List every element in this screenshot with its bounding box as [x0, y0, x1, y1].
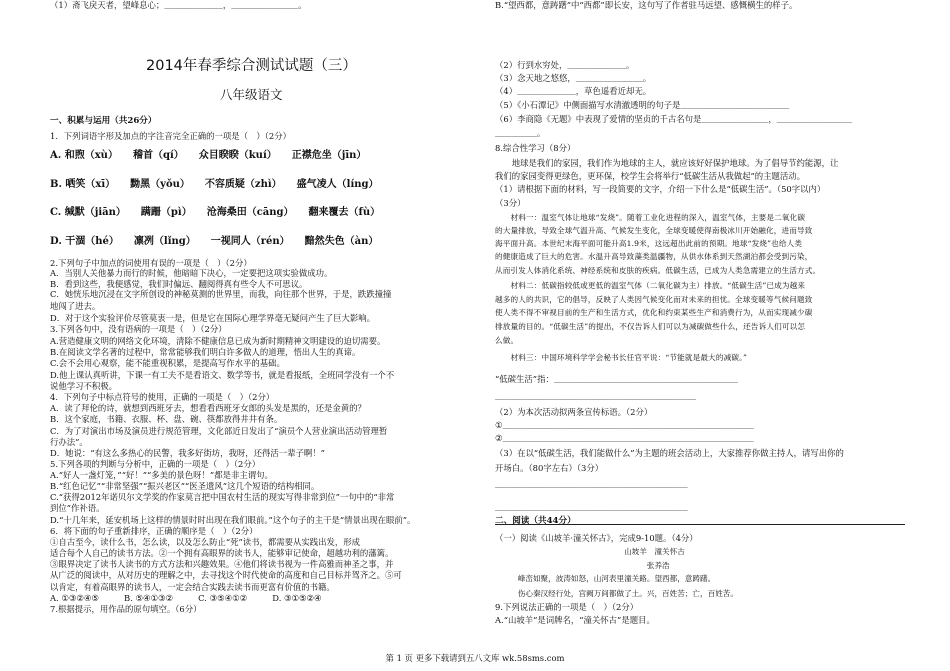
right-line: 的大量排放，导致全球气温升高、气候发生变化，全球变暖使得南极冰川开始融化，进而导致 — [495, 226, 813, 235]
left-line: （1）斋飞戾天者，望峰息心；＿＿＿＿＿＿＿，＿＿＿＿＿＿＿＿。 — [50, 0, 307, 10]
left-line: 从广泛的阅读中，从对历史的理解之中，去寻找这个时代使命的高度和自己目标并驾齐之。⑤可 — [50, 570, 402, 580]
page-footer: 第 1 页 更多下载请到五八文库 wk.58sms.com — [385, 653, 565, 663]
right-line: （6）李商隐《无题》中表现了爱情的坚贞的千古名句是＿＿＿＿＿＿＿＿，＿＿＿＿＿＿＿＿＿ — [495, 114, 853, 124]
section-divider — [495, 524, 905, 525]
right-line: 海平面升高。本世纪末海平面可能升高1.9米，这远超出此前的预期。地球“发烧”也给人类 — [495, 239, 803, 248]
left-line: 地闯了进去。 — [50, 301, 101, 311]
right-line: 排放量的目的。“低碳生活”的提出，不仅告诉人们可以为减碳做些什么，还告诉人们可以怎 — [495, 322, 806, 331]
right-line: 么做。 — [495, 336, 519, 345]
left-line: A. ①③②④⑤ B. ⑤④①③② C. ③⑤④①② D. ③①⑤②④ — [50, 593, 322, 603]
right-line: （3分） — [495, 198, 526, 208]
left-line: B．这个家庭，书籍、衣服、杯、盘、碗、筷都放得井井有条。 — [50, 414, 283, 424]
right-line: 材料一：温室气体让地球“发烧”。随着工业化进程的深入，温室气体，主要是二氧化碳 — [495, 213, 806, 222]
right-line: （一）阅读《山坡羊·潼关怀古》，完成9-10题。（4分） — [495, 533, 698, 543]
right-line: ＿＿＿＿＿＿＿＿＿＿＿＿＿＿＿＿＿＿＿＿＿＿＿ — [495, 502, 688, 512]
page-title: 2014年春季综合测试试题（三） — [146, 58, 357, 74]
left-line: 2.下列句子中加点的词使用有误的一项是（ ）（2分） — [50, 258, 252, 268]
right-line: （2）为本次活动拟两条宣传标语。（2分） — [495, 407, 653, 417]
left-line: A．当别人关他暴力而行的时候，他暗暗下决心，一定要把这项实验做成功。 — [50, 268, 333, 278]
left-line: 说他学习不积极。 — [50, 381, 117, 391]
left-line: D.他上课认真听讲，下课一有工夫不是看语文、数学等书，就是看报纸，全班同学没有一个不 — [50, 370, 395, 380]
left-line: 6．将下面的句子重新排序，正确的顺序是（ ）（2分） — [50, 526, 258, 536]
left-line: 3.下列各句中，没有语病的一项是（ ）（2分） — [50, 324, 227, 334]
left-line: D.“十几年来，延安机场上这样的情景时时出现在我们眼前。”这个句子的主干是“情景出现在眼前”。 — [50, 515, 416, 525]
left-line: 5.下列各项的判断与分析中，正确的一项是（ ）（2分） — [50, 459, 261, 469]
right-line: （3）在以“低碳生活，我们能做什么”为主题的班会活动上，大家推荐你做主持人，请写出你的 — [495, 448, 844, 458]
left-line: B. 哂笑（xī） 黝黑（yǒu） 不容质疑（zhì） 盛气凌人（líng） — [50, 179, 379, 190]
right-line: 材料三：中国环境科学学会秘书长任官平说：“节能就是最大的减碳。” — [495, 353, 748, 362]
left-line: ①自古至今，读什么书，怎么读，以及怎么防止“死”读书，都需要从实践出发，形成 — [50, 537, 361, 547]
right-line: ②＿＿＿＿＿＿＿＿＿＿＿＿＿＿＿＿＿＿＿＿＿＿＿＿＿＿＿＿＿＿ — [495, 433, 754, 443]
left-line: 一、积累与运用（共26分） — [50, 116, 157, 126]
right-line: ①＿＿＿＿＿＿＿＿＿＿＿＿＿＿＿＿＿＿＿＿＿＿＿＿＿＿＿＿＿＿ — [495, 420, 754, 430]
left-line: 4．下列句子中标点符号的使用，正确的一项是（ ）（2分） — [50, 392, 275, 402]
left-line: 1．下列词语字形及加点的字注音完全正确的一项是（ ）（2分） — [50, 131, 291, 141]
right-line: “低碳生活”指：＿＿＿＿＿＿＿＿＿＿＿＿＿＿＿＿＿＿＿＿＿＿ — [495, 374, 739, 384]
left-line: C. 缄默（jiān） 蹒跚（pì） 沧海桑田（cāng） 翻来覆去（fù） — [50, 207, 381, 218]
left-line: B.在阅读文学名著的过程中，常常能够我们明白许多做人的道理，悟出人生的真谛。 — [50, 347, 361, 357]
left-line: B.“红色记忆”“非常坚强”“振兴老区”“医圣遗风”这几个短语的结构相同。 — [50, 481, 320, 491]
left-line: A．读了拜伦的诗，就想到西班牙去，想看看西班牙女郎的头发是黑的，还是金黄的？ — [50, 403, 366, 413]
left-line: 7.根据提示，用作品的原句填空。（6分） — [50, 604, 202, 614]
right-line: 使人类不得不审视目前的生产和生活方式，优化和约束某些生产和消费行为，从而实现减少碳 — [495, 308, 813, 317]
left-line: C.会不会用心观察，能不能重视积累，是提高写作水平的基础。 — [50, 358, 285, 368]
right-line: 9.下列说法正确的一项是（ ）（2分） — [495, 602, 639, 612]
left-line: 到位”作补语。 — [50, 503, 105, 513]
left-line: D．她说：“有这么多热心的民警，我多好街坊，我呀，还得活一辈子啊！” — [50, 448, 325, 458]
right-line: 材料二：低碳指较低或更低的温室气体（二氧化碳为主）排放。“低碳生活”已成为越来 — [495, 281, 806, 290]
right-line: 开场白。（80字左右）（3分） — [495, 463, 604, 473]
page-subtitle: 八年级语文 — [220, 87, 283, 102]
left-line: B．看到这些，我便感觉，我们时偏远、翻阅得真有些令人不可思议。 — [50, 279, 308, 289]
left-line: A.营造健康文明的网络文化环境，清除不健康信息已成为新时期精神文明建设的迫切需要。 — [50, 336, 386, 346]
right-line: 张养浩 — [495, 561, 670, 570]
right-line: A.“山坡羊”是词牌名，“潼关怀古”是题目。 — [495, 615, 655, 625]
right-line: B.“望西都，意踌躇”中“西都”即长安，这句写了作者驻马远望、感慨横生的样子。 — [495, 0, 798, 10]
right-line: 从而引发人体消化系统、神经系统和皮肤的疾病。低碳生活，已成为人类急需建立的生活方式。 — [495, 266, 821, 275]
right-line: 我们的家园变得更绿色，更环保，校学生会将举行“低碳生活从我做起”的主题活动。 — [495, 171, 806, 181]
left-line: ③眼界决定了读书人读书的方式方法和兴趣效果。④他们将读书视为一件高雅而神圣之事，并 — [50, 559, 394, 569]
right-line: （4）＿＿＿＿＿＿＿，草色遥看近却无。 — [495, 86, 652, 96]
left-line: A.“好人一盏灯笼，”“好！”“多美的景色呀！”都是非主谓句。 — [50, 470, 273, 480]
left-line: D. 干涸（hé） 凛冽（lǐng） 一视同人（rén） 黯然失色（àn） — [50, 236, 379, 247]
right-line: 伤心秦汉经行处，宫阙万间都做了土。兴，百姓苦；亡，百姓苦。 — [495, 589, 738, 598]
left-line: C．为了对演出市场及演员进行规范管理，文化部近日发出了“演员个人营业演出活动管理暂 — [50, 426, 388, 436]
left-line: 行办法”。 — [50, 437, 88, 447]
left-line: C.“获得2012年诺贝尔文学奖的作家莫言把中国农村生活的现实写得非常到位”一句中的“非常 — [50, 492, 395, 502]
left-line: A. 和煦（xù） 稽首（qí） 众目睽睽（kuí） 正襟危坐（jīn） — [50, 150, 367, 161]
right-line: ＿＿＿＿＿。 — [495, 128, 546, 138]
right-line: 二、阅读（共44分） — [495, 516, 576, 526]
right-line: （3）念天地之悠悠，＿＿＿＿＿＿＿＿。 — [495, 73, 652, 83]
left-line: 适合每个人自己的读书方法。②一个拥有高眼界的读书人，能够审记使命，超越功利的藩篱。 — [50, 548, 394, 558]
right-line: ＿＿＿＿＿＿＿＿＿＿＿＿＿＿＿＿＿＿＿＿＿＿＿ — [495, 479, 688, 489]
right-line: （2）行到水穷处，＿＿＿＿＿＿＿。 — [495, 60, 635, 70]
left-line: 以肯定，有着高眼界的读书人，一定会结合实践去读书而更富有价值的书籍。 — [50, 582, 335, 592]
right-line: 越多的人的共识，它的倡导，反映了人类因气候变化而对未来的担忧。全球变暖等气候问题致 — [495, 295, 813, 304]
right-line: 8.综合性学习（8分） — [495, 143, 576, 153]
right-line: 的健康造成了巨大的危害。水温升高导致藻类温疆物，从供水体系到天然湖泊都会受到污染， — [495, 252, 813, 261]
left-line: D．对于这个实验评价尽管莫衷一是，但是它在国际心理学界毫无疑问产生了巨大影响。 — [50, 313, 375, 323]
left-line: C．她恍乐地沉浸在文字所创设的神秘莫测的世界里，而我，向往那个世界，于是，跌跌撞撞 — [50, 289, 392, 299]
right-line: 峰峦如聚，波涛如怒，山河表里潼关路。望西都，意踌躇。 — [495, 574, 716, 583]
right-line: 山坡羊 潼关怀古 — [495, 547, 685, 556]
right-line: （1）请根据下面的材料，写一段简要的文字，介绍一下什么是“低碳生活”。（50字以内） — [495, 184, 826, 194]
right-line: ＿＿＿＿＿＿＿＿＿＿＿＿＿＿＿＿＿＿＿＿＿＿＿＿ — [495, 391, 696, 401]
right-line: （5）《小石潭记》中侧面描写水清澈透明的句子是＿＿＿＿＿＿＿＿＿＿＿＿＿ — [495, 100, 790, 110]
right-line: 地球是我们的家园，我们作为地球的主人，就应该好好保护地球。为了倡导节约能源，让 — [495, 158, 839, 168]
